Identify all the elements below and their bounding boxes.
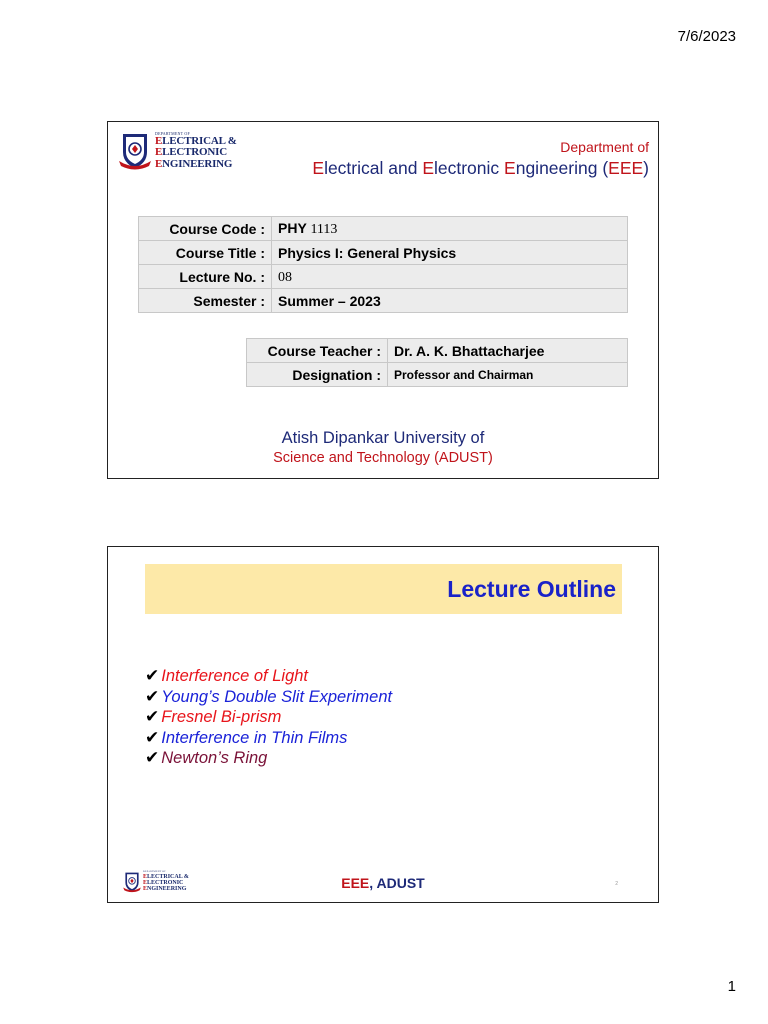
- outline-item: [145, 728, 392, 749]
- outline-list: [145, 666, 392, 769]
- logo-line: LECTRONIC: [162, 146, 227, 159]
- crest-icon: [117, 131, 153, 171]
- course-code-value: [272, 217, 628, 241]
- table-row: [247, 363, 628, 387]
- checkmark-icon: ✔: [145, 707, 160, 726]
- logo-initial: E: [143, 886, 148, 893]
- slide-title: [107, 121, 659, 479]
- outline-item-text: Newton’s Ring: [161, 749, 268, 767]
- slide-number: 2: [615, 881, 618, 887]
- logo-initial: E: [143, 873, 148, 880]
- checkmark-icon: ✔: [145, 686, 160, 706]
- table-row: [139, 265, 628, 289]
- slide-title-text: Lecture Outline: [447, 575, 616, 602]
- checkmark-icon: ✔: [145, 666, 160, 685]
- footer-eee: EEE: [341, 875, 370, 891]
- course-info-table: [138, 216, 628, 313]
- outline-item: [145, 748, 392, 769]
- dept-initial: E: [422, 158, 434, 178]
- outline-item-text: Fresnel Bi-prism: [161, 708, 282, 726]
- course-code-number: 1113: [310, 221, 338, 237]
- course-title-label: Course Title :: [139, 241, 272, 265]
- footer-sep: ,: [369, 875, 377, 891]
- logo-line: LECTRICAL &: [147, 873, 189, 880]
- semester-value: Summer – 2023: [272, 289, 628, 313]
- outline-item-text: Interference in Thin Films: [161, 728, 348, 747]
- logo-line: NGINEERING: [162, 157, 233, 170]
- dept-word: ): [643, 158, 649, 178]
- designation-label: Designation :: [247, 363, 388, 387]
- teacher-info-table: [246, 338, 628, 387]
- logo-initial: E: [155, 134, 163, 147]
- footer-adust: ADUST: [376, 875, 425, 891]
- table-row: [139, 217, 628, 241]
- logo-initial: E: [143, 880, 148, 887]
- designation-value: Professor and Chairman: [388, 363, 628, 387]
- lecture-no-number: 08: [278, 269, 292, 285]
- course-teacher-label: Course Teacher :: [247, 339, 388, 363]
- table-row: [247, 339, 628, 363]
- checkmark-icon: ✔: [145, 727, 160, 747]
- department-name: [312, 158, 649, 179]
- dept-word: lectrical and: [324, 158, 423, 178]
- logo-initial: E: [155, 146, 163, 159]
- logo-line: LECTRONIC: [147, 880, 184, 887]
- dept-initial: E: [312, 158, 325, 178]
- course-code-label: Course Code :: [139, 217, 272, 241]
- slide-footer: [108, 875, 658, 891]
- logo-small-text: DEPARTMENT OF: [143, 870, 166, 874]
- logo-line: LECTRICAL &: [162, 134, 237, 147]
- page-number: 1: [727, 978, 736, 995]
- table-row: [139, 289, 628, 313]
- outline-item: [145, 707, 392, 728]
- university-name-line2: Science and Technology (ADUST): [273, 450, 493, 466]
- slide-outline: [107, 546, 659, 903]
- university-name-line1: Atish Dipankar University of: [281, 429, 485, 447]
- table-row: [139, 241, 628, 265]
- checkmark-icon: ✔: [145, 748, 160, 767]
- dept-word: lectronic: [434, 158, 505, 178]
- dept-word: ngineering (: [515, 158, 609, 178]
- outline-item-text: Interference of Light: [161, 667, 309, 685]
- semester-label: Semester :: [139, 289, 272, 313]
- lecture-no-label: Lecture No. :: [139, 265, 272, 289]
- course-code-prefix: PHY: [278, 219, 311, 236]
- outline-item-text: Young’s Double Slit Experiment: [161, 687, 393, 706]
- department-of-label: Department of: [560, 139, 649, 155]
- dept-abbr: EEE: [608, 158, 644, 178]
- logo-line: NGINEERING: [147, 886, 187, 893]
- outline-item: [145, 666, 392, 687]
- course-title-value: Physics I: General Physics: [272, 241, 628, 265]
- logo-initial: E: [155, 157, 163, 170]
- course-teacher-value: Dr. A. K. Bhattacharjee: [388, 339, 628, 363]
- dept-initial: E: [504, 158, 516, 178]
- logo-small-text: DEPARTMENT OF: [155, 130, 190, 136]
- outline-item: [145, 687, 392, 708]
- lecture-no-value: [272, 265, 628, 289]
- department-logo: [117, 131, 237, 171]
- print-date: 7/6/2023: [677, 28, 736, 45]
- title-banner: [145, 564, 622, 614]
